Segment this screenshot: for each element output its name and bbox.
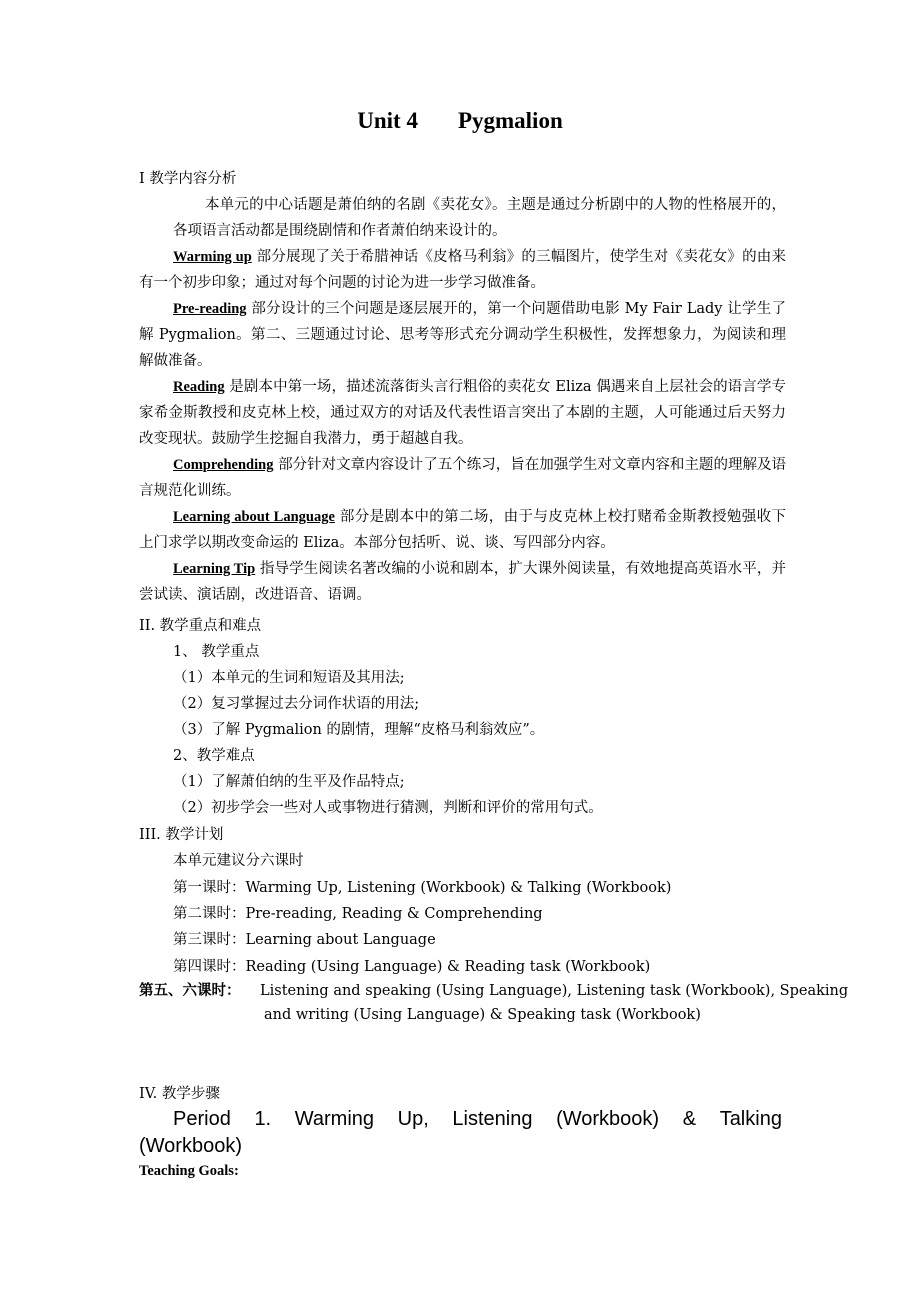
plan-period: 第二课时：Pre-reading, Reading & Comprehending bbox=[173, 906, 543, 922]
paragraph-label: Reading bbox=[173, 379, 225, 395]
period-title-word: Listening bbox=[452, 1108, 533, 1130]
difficulties-title: 2、教学难点 bbox=[173, 748, 255, 764]
title-unit: Unit 4 bbox=[357, 108, 418, 133]
plan-last-line: and writing (Using Language) & Speaking task (Workbook) bbox=[264, 1007, 701, 1023]
key-point-item: （3）了解 Pygmalion 的剧情，理解“皮格马利翁效应”。 bbox=[173, 722, 545, 738]
page-title bbox=[0, 108, 920, 134]
key-point-item: （1）本单元的生词和短语及其用法; bbox=[173, 670, 405, 686]
period-1-title-line bbox=[139, 1106, 782, 1133]
period-title-word: Warming bbox=[294, 1108, 375, 1130]
paragraph-text: 部分针对文章内容设计了五个练习，旨在加强学生对文章内容和主题的理解及语言规范化训练。 bbox=[139, 457, 786, 499]
period-1-title bbox=[139, 1106, 782, 1160]
plan-last-line: Listening and speaking (Using Language), Listening task (Workbook), Speaking bbox=[260, 983, 849, 999]
paragraph-text: 部分设计的三个问题是逐层展开的，第一个问题借助电影 My Fair Lady 让学生了解 Pygmalion。第二、三题通过讨论、思考等形式充分调动学生积极性，发挥想象力，为阅读和理解做准备。 bbox=[139, 301, 786, 369]
key-points-title: 1、 教学重点 bbox=[173, 644, 260, 660]
section-1-paragraphs bbox=[139, 244, 786, 608]
section-1-intro: 本单元的中心话题是萧伯纳的名剧《卖花女》。主题是通过分析剧中的人物的性格展开的，各项语言活动都是围绕剧情和作者萧伯纳来设计的。 bbox=[173, 197, 786, 239]
section-4-heading: IV. 教学步骤 bbox=[139, 1086, 220, 1102]
difficulty-item: （1）了解萧伯纳的生平及作品特点; bbox=[173, 774, 405, 790]
section-1-paragraph bbox=[139, 374, 786, 452]
paragraph-label: Comprehending bbox=[173, 457, 274, 473]
paragraph-label: Pre-reading bbox=[173, 301, 247, 317]
paragraph-label: Learning about Language bbox=[173, 509, 335, 525]
paragraph-text: 部分展现了关于希腊神话《皮格马利翁》的三幅图片，使学生对《卖花女》的由来有一个初步印象；通过对每个问题的讨论为进一步学习做准备。 bbox=[139, 249, 787, 291]
section-1-paragraph bbox=[139, 452, 786, 504]
paragraph-text: 部分是剧本中的第二场，由于与皮克林上校打赌希金斯教授勉强收下上门求学以期改变命运的 Eliza。本部分包括听、说、谈、写四部分内容。 bbox=[139, 509, 786, 551]
teaching-goals-heading: Teaching Goals: bbox=[139, 1163, 239, 1179]
period-title-word: 1. bbox=[254, 1108, 272, 1130]
period-title-word: Period bbox=[173, 1108, 231, 1130]
period-title-word: & bbox=[682, 1108, 697, 1130]
section-1-paragraph bbox=[139, 244, 786, 296]
paragraph-label: Warming up bbox=[173, 249, 252, 265]
paragraph-label: Learning Tip bbox=[173, 561, 256, 577]
plan-period: 第一课时：Warming Up, Listening (Workbook) & Talking (Workbook) bbox=[173, 880, 672, 896]
period-title-word: Talking bbox=[719, 1108, 782, 1130]
period-title-word: Up, bbox=[397, 1108, 429, 1130]
period-title-word: (Workbook) bbox=[556, 1108, 660, 1130]
plan-period: 第三课时：Learning about Language bbox=[173, 932, 436, 948]
plan-last-label: 第五、六课时： bbox=[139, 982, 241, 999]
section-2-heading: II. 教学重点和难点 bbox=[139, 618, 262, 634]
section-1-paragraph bbox=[139, 296, 786, 374]
plan-intro: 本单元建议分六课时 bbox=[173, 853, 304, 869]
paragraph-text: 是剧本中第一场，描述流落街头言行粗俗的卖花女 Eliza 偶遇来自上层社会的语言学专家希金斯教授和皮克林上校，通过双方的对话及代表性语言突出了本剧的主题，人可能通过后天努力改变现状。鼓励学生挖掘自我潜力，勇于超越自我。 bbox=[139, 379, 786, 447]
plan-period: 第四课时：Reading (Using Language) & Reading task (Workbook) bbox=[173, 959, 651, 975]
paragraph-text: 指导学生阅读名著改编的小说和剧本，扩大课外阅读量，有效地提高英语水平，并尝试读、演话剧，改进语音、语调。 bbox=[139, 561, 786, 603]
section-1-paragraph bbox=[139, 556, 786, 608]
title-name: Pygmalion bbox=[457, 108, 563, 133]
key-point-item: （2）复习掌握过去分词作状语的用法; bbox=[173, 696, 420, 712]
section-1-heading: I 教学内容分析 bbox=[139, 171, 237, 187]
section-1-paragraph bbox=[139, 504, 786, 556]
difficulty-item: （2）初步学会一些对人或事物进行猜测，判断和评价的常用句式。 bbox=[173, 800, 603, 816]
section-1-body bbox=[139, 192, 786, 608]
period-1-title-line: (Workbook) bbox=[139, 1135, 242, 1157]
section-3-heading: III. 教学计划 bbox=[139, 827, 224, 843]
